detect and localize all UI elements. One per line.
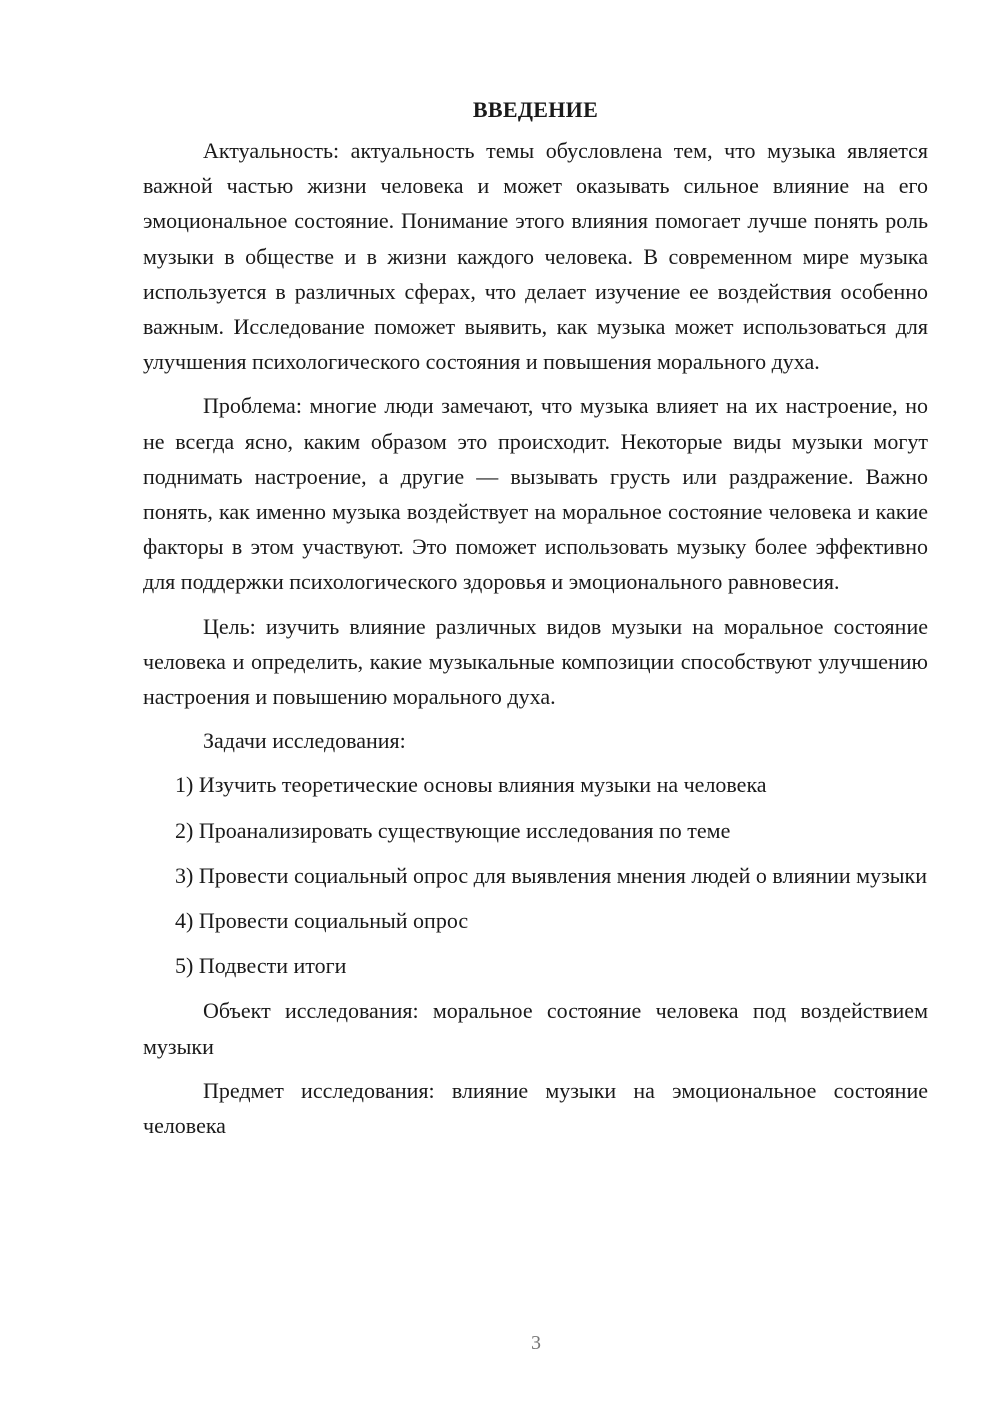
tasks-heading: Задачи исследования: <box>203 728 406 754</box>
paragraph-problem: Проблема: многие люди замечают, что музыка влияет на их настроение, но не всегда ясно, каким образом это происходит. Некоторые виды музыки могут поднимать настроение, а другие — вызывать грусть или раздражение. Важно понять, как именно музыка воздействует на моральное состояние человека и какие факторы в этом участвуют. Это поможет использовать музыку более эффективно для поддержки психологического здоровья и эмоционального равновесия. <box>143 393 928 595</box>
task-item-1: 1) Изучить теоретические основы влияния музыки на человека <box>175 772 767 798</box>
task-item-3: 3) Провести социальный опрос для выявления мнения людей о влиянии музыки <box>175 862 928 888</box>
page-content <box>143 92 928 1152</box>
section-title: ВВЕДЕНИЕ <box>472 97 599 122</box>
task-item-2: 2) Проанализировать существующие исследования по теме <box>175 817 731 843</box>
page-number: 3 <box>531 1332 541 1354</box>
task-item-5: 5) Подвести итоги <box>175 953 347 979</box>
paragraph-subject: Предмет исследования: влияние музыки на эмоциональное состояние человека <box>143 1077 928 1139</box>
paragraph-relevance: Актуальность: актуальность темы обусловлена тем, что музыка является важной частью жизни человека и может оказывать сильное влияние на его эмоциональное состояние. Понимание этого влияния помогает лучше понять роль музыки в обществе и в жизни каждого человека. В современном мире музыка используется в различных сферах, что делает изучение ее воздействия особенно важным. Исследование поможет выявить, как музыка может использоваться для улучшения психологического состояния и повышения морального духа. <box>143 138 928 375</box>
task-item-4: 4) Провести социальный опрос <box>175 908 469 934</box>
paragraph-object: Объект исследования: моральное состояние человека под воздействием музыки <box>143 998 928 1059</box>
paragraph-goal: Цель: изучить влияние различных видов музыки на моральное состояние человека и определить, какие музыкальные композиции способствуют улучшению настроения и повышению морального духа. <box>143 613 928 710</box>
